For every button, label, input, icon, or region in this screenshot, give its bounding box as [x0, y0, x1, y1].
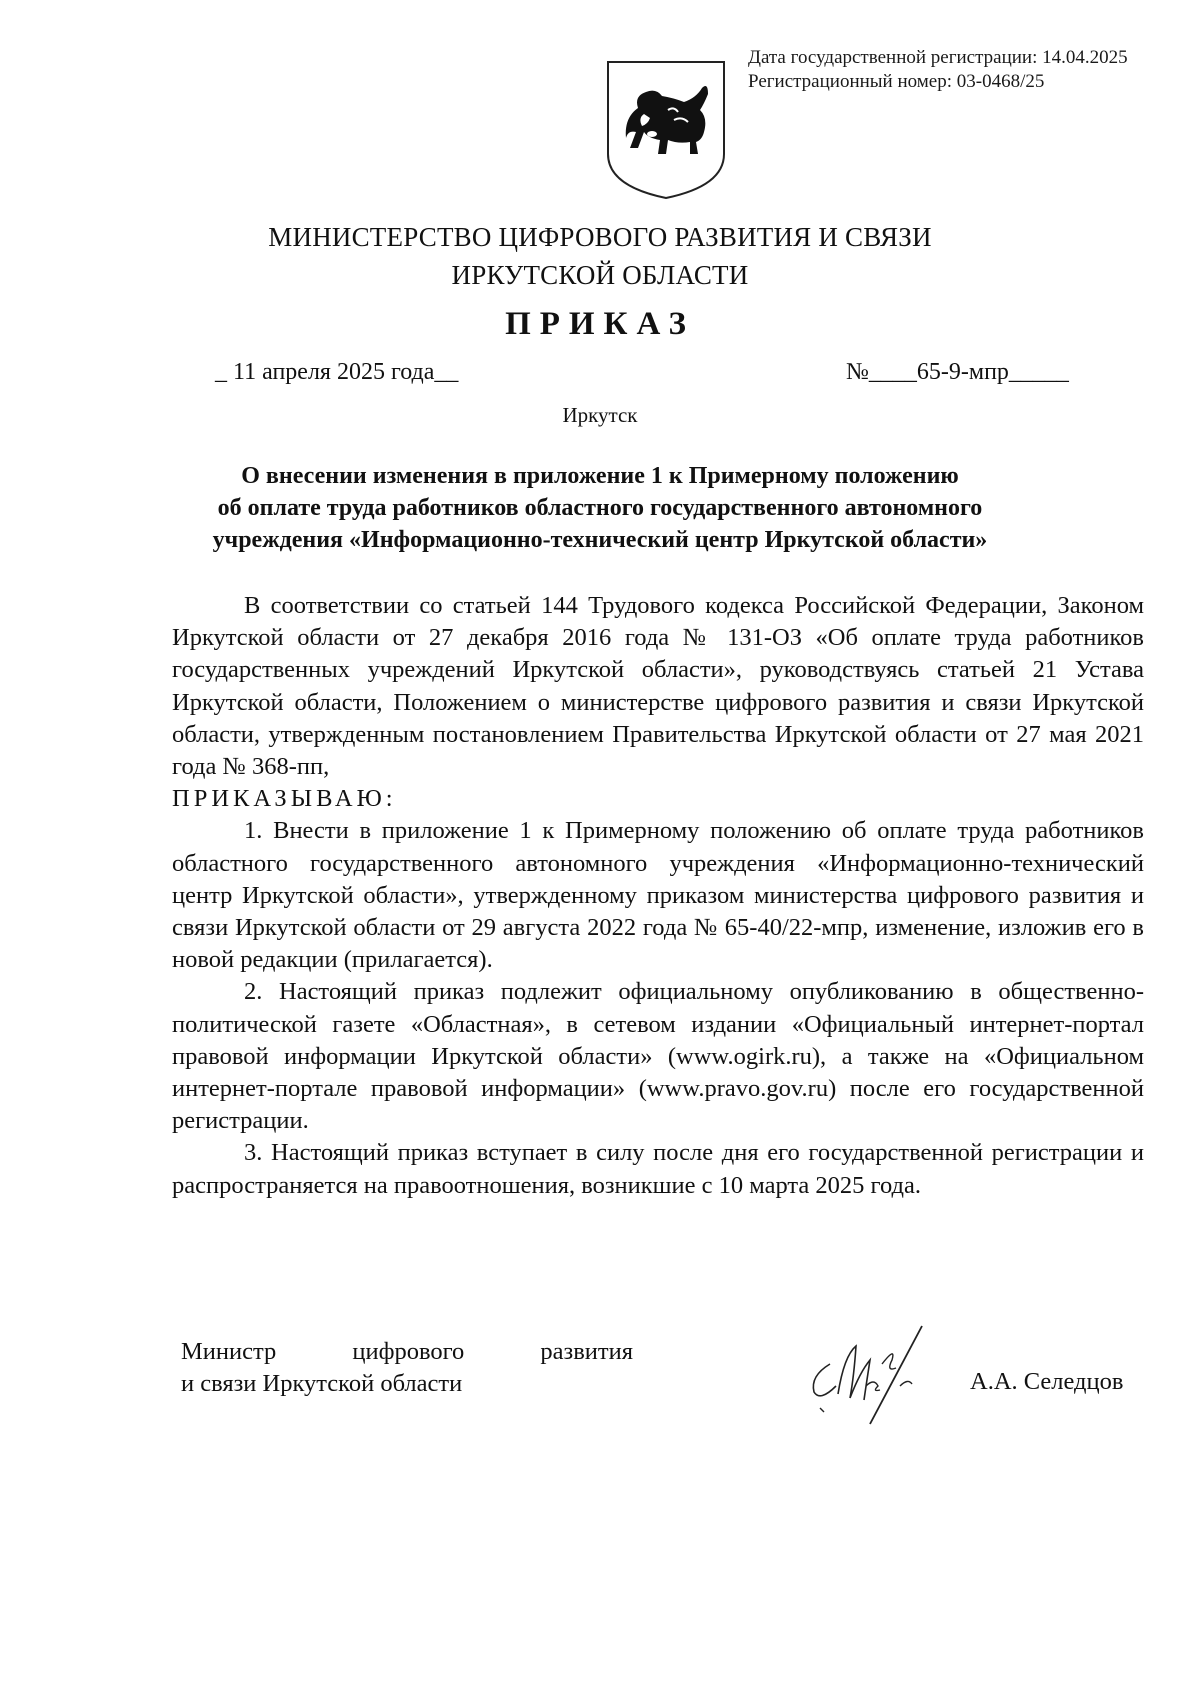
- document-subject: [140, 460, 1060, 556]
- subject-line1: О внесении изменения в приложение 1 к Примерному положению: [241, 463, 959, 489]
- signer-position: [181, 1336, 633, 1400]
- signer-position-line1: Министр цифрового развития: [181, 1338, 633, 1365]
- subject-line2: об оплате труда работников областного государственного автономного: [217, 495, 983, 521]
- ministry-name-line1: МИНИСТЕРСТВО ЦИФРОВОГО РАЗВИТИЯ И СВЯЗИ: [268, 222, 932, 252]
- handwritten-signature-icon: [800, 1316, 950, 1426]
- subject-line3: учреждения «Информационно-технический центр Иркутской области»: [212, 527, 988, 553]
- order-word: ПРИКАЗЫВАЮ:: [172, 785, 397, 813]
- document-body: [172, 590, 1144, 1202]
- order-item-1: 1. Внести в приложение 1 к Примерному положению об оплате труда работников областного государственного автономного учреждения «Информационно-технический центр Иркутской области», утвержденному приказом министерства цифрового развития и связи Иркутской области от 29 августа 2022 года № 65-40/22-мпр, изменение, изложив его в новой редакции (прилагается).: [172, 817, 1144, 974]
- ministry-name-line2: ИРКУТСКОЙ ОБЛАСТИ: [451, 260, 749, 290]
- registration-number: Регистрационный номер: 03-0468/25: [748, 71, 1045, 92]
- signer-position-line2: и связи Иркутской области: [181, 1370, 463, 1397]
- document-date: _ 11 апреля 2025 года__: [215, 359, 459, 385]
- registration-stamp: [748, 46, 1128, 94]
- registration-date: Дата государственной регистрации: 14.04.2025: [748, 47, 1128, 68]
- preamble-paragraph: В соответствии со статьей 144 Трудового кодекса Российской Федерации, Законом Иркутской области от 27 декабря 2016 года № 131-ОЗ «Об оплате труда работников государственных учреждений Иркутской области», руководствуясь статьей 21 Устава Иркутской области, Положением о министерстве цифрового развития и связи Иркутской области, утвержденным постановлением Правительства Иркутской области от 27 мая 2021 года № 368-пп,: [172, 592, 1144, 781]
- order-item-2: 2. Настоящий приказ подлежит официальному опубликованию в общественно-политической газете «Областная», в сетевом издании «Официальный интернет-портал правовой информации Иркутской области» (www.ogirk.ru), а также на «Официальном интернет-портале правовой информации» (www.pravo.gov.ru) после его государственной регистрации.: [172, 978, 1144, 1135]
- document-number: №____65-9-мпр_____: [846, 359, 1069, 385]
- signer-name: А.А. Селедцов: [970, 1368, 1124, 1395]
- document-city: Иркутск: [562, 403, 638, 427]
- ministry-name: [0, 218, 1200, 294]
- irkutsk-coat-of-arms-icon: [604, 58, 728, 202]
- order-item-3: 3. Настоящий приказ вступает в силу после дня его государственной регистрации и распространяется на правоотношения, возникшие с 10 марта 2025 года.: [172, 1139, 1144, 1199]
- document-type: ПРИКАЗ: [505, 306, 695, 342]
